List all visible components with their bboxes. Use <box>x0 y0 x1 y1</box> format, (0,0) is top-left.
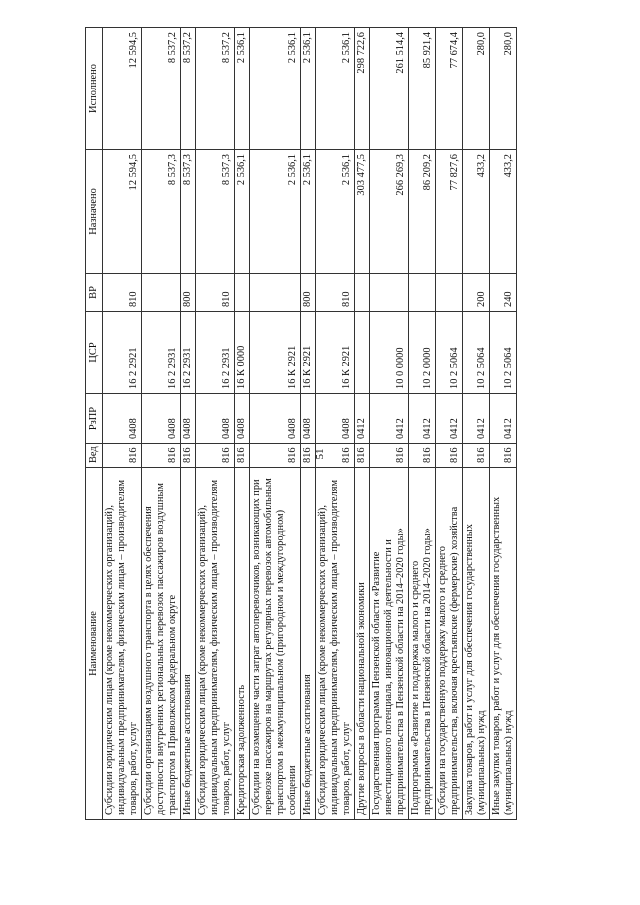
cell-vr <box>436 274 463 312</box>
cell-ved: 816 <box>490 444 517 468</box>
cell-ispolneno: 280,0 <box>463 28 490 150</box>
cell-csr: 10 2 0000 <box>409 312 436 394</box>
cell-name: Субсидии на возмещение части затрат автоперевозчиков, возникающих при перевозке пассажиров на маршрутах регулярных перевозок автомобильным транспортом в межмуниципальном (пригородном и междугородном) сообщении <box>250 468 301 820</box>
cell-naznacheno: 77 827,6 <box>436 150 463 274</box>
cell-rzpr: 0408 <box>301 394 316 444</box>
cell-ved: 816 <box>142 444 181 468</box>
table-row <box>235 28 250 820</box>
cell-ved: 816 <box>196 444 235 468</box>
cell-naznacheno: 433,2 <box>490 150 517 274</box>
cell-ispolneno: 298 722,6 <box>355 28 370 150</box>
table-row <box>103 28 142 820</box>
cell-ispolneno: 8 537,2 <box>142 28 181 150</box>
cell-name: Кредиторская задолженность <box>235 468 250 820</box>
cell-vr <box>355 274 370 312</box>
cell-name: Иные бюджетные ассигнования <box>181 468 196 820</box>
cell-ispolneno: 12 594,5 <box>103 28 142 150</box>
cell-ved: 816 <box>181 444 196 468</box>
cell-rzpr: 0412 <box>490 394 517 444</box>
cell-vr <box>142 274 181 312</box>
header-name: Наименование <box>86 468 103 820</box>
cell-ved: 816 <box>463 444 490 468</box>
cell-csr: 10 0 0000 <box>370 312 409 394</box>
cell-name: Субсидии юридическим лицам (кроме некоммерческих организаций), индивидуальным предпринимателям, физическим лицам – производителям товаров, работ, услуг <box>196 468 235 820</box>
cell-name: Иные бюджетные ассигнования <box>301 468 316 820</box>
cell-csr: 16 2 2931 <box>196 312 235 394</box>
cell-rzpr: 0408 <box>196 394 235 444</box>
cell-ved: 816 <box>250 444 301 468</box>
cell-name: Закупка товаров, работ и услуг для обеспечения государственных (муниципальных) нужд <box>463 468 490 820</box>
cell-ved: 816 <box>103 444 142 468</box>
table-row <box>370 28 409 820</box>
cell-ved: 816 <box>301 444 316 468</box>
cell-csr: 10 2 5064 <box>490 312 517 394</box>
cell-ved: 816 <box>370 444 409 468</box>
cell-rzpr: 0412 <box>370 394 409 444</box>
cell-vr <box>409 274 436 312</box>
cell-vr <box>235 274 250 312</box>
cell-rzpr: 0408 <box>235 394 250 444</box>
header-csr: ЦСР <box>86 312 103 394</box>
cell-naznacheno: 8 537,3 <box>196 150 235 274</box>
cell-ved: 816 <box>409 444 436 468</box>
cell-naznacheno: 2 536,1 <box>235 150 250 274</box>
table-row <box>181 28 196 820</box>
cell-csr: 16 К 2921 <box>316 312 355 394</box>
cell-naznacheno: 8 537,3 <box>181 150 196 274</box>
budget-table <box>85 27 517 820</box>
cell-naznacheno: 86 209,2 <box>409 150 436 274</box>
cell-rzpr: 0412 <box>436 394 463 444</box>
header-naznacheno: Назначено <box>86 150 103 274</box>
cell-csr: 16 К 0000 <box>235 312 250 394</box>
cell-vr <box>250 274 301 312</box>
table-row <box>409 28 436 820</box>
header-vr: ВР <box>86 274 103 312</box>
table-row <box>355 28 370 820</box>
cell-name: Иные закупки товаров, работ и услуг для обеспечения государственных (муниципальных) нужд <box>490 468 517 820</box>
cell-rzpr: 0408 <box>181 394 196 444</box>
table-row <box>316 28 355 820</box>
page-number: 51 <box>314 448 326 460</box>
cell-rzpr: 0412 <box>355 394 370 444</box>
header-rzpr: РзПР <box>86 394 103 444</box>
cell-naznacheno: 433,2 <box>463 150 490 274</box>
cell-csr: 16 К 2921 <box>250 312 301 394</box>
cell-ved: 816 <box>316 444 355 468</box>
cell-ved: 816 <box>235 444 250 468</box>
cell-rzpr: 0408 <box>250 394 301 444</box>
cell-vr: 240 <box>490 274 517 312</box>
cell-rzpr: 0408 <box>142 394 181 444</box>
cell-csr: 16 К 2921 <box>301 312 316 394</box>
cell-ispolneno: 261 514,4 <box>370 28 409 150</box>
cell-rzpr: 0408 <box>103 394 142 444</box>
cell-vr: 810 <box>103 274 142 312</box>
cell-vr: 800 <box>301 274 316 312</box>
cell-ispolneno: 8 537,2 <box>196 28 235 150</box>
cell-ispolneno: 77 674,4 <box>436 28 463 150</box>
cell-csr: 16 2 2921 <box>103 312 142 394</box>
cell-name: Государственная программа Пензенской области «Развитие инвестиционного потенциала, инновационной деятельности и предпринимательства в Пензенской области на 2014–2020 годы» <box>370 468 409 820</box>
cell-csr: 16 2 2931 <box>181 312 196 394</box>
cell-name: Другие вопросы в области национальной экономики <box>355 468 370 820</box>
cell-naznacheno: 2 536,1 <box>250 150 301 274</box>
cell-csr: 10 2 5064 <box>436 312 463 394</box>
cell-vr: 200 <box>463 274 490 312</box>
cell-vr: 810 <box>316 274 355 312</box>
cell-name: Субсидии юридическим лицам (кроме некоммерческих организаций), индивидуальным предпринимателям, физическим лицам – производителям товаров, работ, услуг <box>316 468 355 820</box>
cell-naznacheno: 303 477,5 <box>355 150 370 274</box>
table-row <box>301 28 316 820</box>
cell-ispolneno: 2 536,1 <box>316 28 355 150</box>
cell-ved: 816 <box>436 444 463 468</box>
cell-naznacheno: 2 536,1 <box>301 150 316 274</box>
cell-ispolneno: 280,0 <box>490 28 517 150</box>
table-row <box>436 28 463 820</box>
cell-ved: 816 <box>355 444 370 468</box>
cell-csr: 16 2 2931 <box>142 312 181 394</box>
table-row <box>142 28 181 820</box>
cell-ispolneno: 2 536,1 <box>250 28 301 150</box>
table-row <box>463 28 490 820</box>
cell-rzpr: 0408 <box>316 394 355 444</box>
cell-vr: 810 <box>196 274 235 312</box>
cell-name: Субсидии на государственную поддержку малого и среднего предпринимательства, включая крестьянские (фермерские) хозяйства <box>436 468 463 820</box>
cell-ispolneno: 2 536,1 <box>235 28 250 150</box>
cell-name: Подпрограмма «Развитие и поддержка малого и среднего предпринимательства в Пензенской области на 2014–2020 годы» <box>409 468 436 820</box>
cell-vr: 800 <box>181 274 196 312</box>
cell-naznacheno: 2 536,1 <box>316 150 355 274</box>
header-ispolneno: Исполнено <box>86 28 103 150</box>
budget-table-container <box>85 28 517 820</box>
cell-rzpr: 0412 <box>409 394 436 444</box>
cell-csr: 10 2 5064 <box>463 312 490 394</box>
table-row <box>490 28 517 820</box>
cell-ispolneno: 85 921,4 <box>409 28 436 150</box>
table-row <box>196 28 235 820</box>
cell-name: Субсидии организациям воздушного транспорта в целях обеспечения доступности внутренних региональных перевозок пассажиров воздушным транспортом в Приволжском федеральном округе <box>142 468 181 820</box>
table-header-row <box>86 28 103 820</box>
cell-naznacheno: 12 594,5 <box>103 150 142 274</box>
cell-csr <box>355 312 370 394</box>
cell-vr <box>370 274 409 312</box>
cell-ispolneno: 8 537,2 <box>181 28 196 150</box>
cell-naznacheno: 266 269,3 <box>370 150 409 274</box>
table-row <box>250 28 301 820</box>
cell-naznacheno: 8 537,3 <box>142 150 181 274</box>
cell-ispolneno: 2 536,1 <box>301 28 316 150</box>
cell-name: Субсидии юридическим лицам (кроме некоммерческих организаций), индивидуальным предпринимателям, физическим лицам – производителям товаров, работ, услуг <box>103 468 142 820</box>
header-ved: Вед <box>86 444 103 468</box>
cell-rzpr: 0412 <box>463 394 490 444</box>
